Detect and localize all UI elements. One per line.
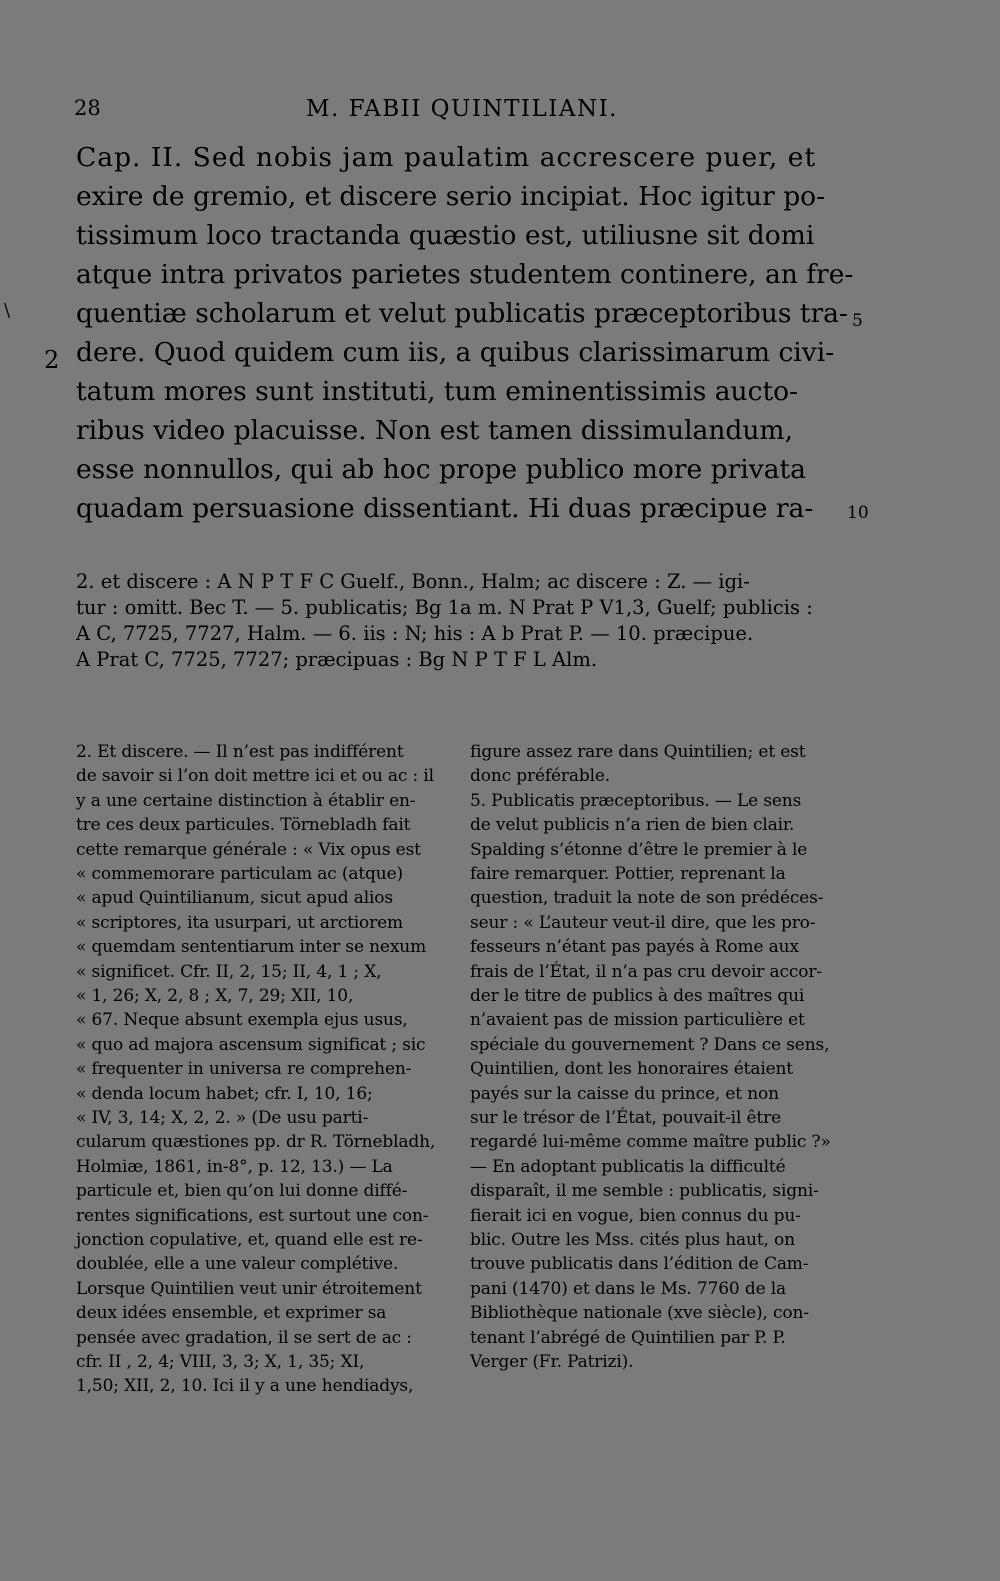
note-line: particule et, bien qu’on lui donne diffé- bbox=[76, 1181, 408, 1202]
note-line: jonction copulative, et, quand elle est re- bbox=[76, 1230, 423, 1250]
note-line: Bibliothèque nationale (xve siècle), con- bbox=[470, 1303, 809, 1324]
text-line: dere. Quod quidem cum iis, a quibus clarissimarum civi- bbox=[76, 337, 835, 368]
note-line: « quo ad majora ascensum significat ; sic bbox=[76, 1034, 426, 1055]
text-line: esse nonnullos, qui ab hoc prope publico more privata bbox=[76, 454, 806, 485]
note-line: fierait ici en vogue, bien connus du pu- bbox=[470, 1205, 801, 1226]
text-line: tissimum loco tractanda quæstio est, utiliusne sit domi bbox=[76, 220, 815, 251]
running-title: M. FABII QUINTILIANI. bbox=[306, 96, 618, 122]
note-line: question, traduit la note de son prédéces- bbox=[470, 888, 824, 909]
note-line: pani (1470) et dans le Ms. 7760 de la bbox=[470, 1278, 787, 1299]
text-line: tatum mores sunt instituti, tum eminentissimis aucto- bbox=[76, 376, 798, 407]
note-line: tre ces deux particules. Törnebladh fait bbox=[76, 815, 411, 836]
note-line: fesseurs n’étant pas payés à Rome aux bbox=[470, 937, 799, 958]
paragraph-number: 2 bbox=[44, 346, 60, 374]
note-line: rentes significations, est surtout une con- bbox=[76, 1205, 429, 1226]
page-number: 28 bbox=[74, 96, 101, 120]
note-line: de velut publicis n’a rien de bien clair. bbox=[470, 815, 795, 836]
note-line: « 67. Neque absunt exempla ejus usus, bbox=[76, 1010, 408, 1031]
line-number-5: 5 bbox=[852, 311, 863, 331]
note-line: disparaît, il me semble : publicatis, signi- bbox=[470, 1181, 819, 1202]
note-line: « significet. Cfr. II, 2, 15; II, 4, 1 ; X, bbox=[76, 961, 382, 982]
note-line: Spalding s’étonne d’être le premier à le bbox=[470, 839, 808, 860]
note-line: trouve publicatis dans l’édition de Cam- bbox=[470, 1254, 809, 1275]
note-line: pensée avec gradation, il se sert de ac : bbox=[76, 1327, 412, 1348]
note-line: Lorsque Quintilien veut unir étroitement bbox=[76, 1278, 422, 1299]
margin-stray-mark: \ bbox=[4, 300, 11, 321]
note-line: frais de l’État, il n’a pas cru devoir accor- bbox=[470, 961, 822, 982]
note-line: « quemdam sententiarum inter se nexum bbox=[76, 937, 427, 958]
note-line: sur le trésor de l’État, pouvait-il être bbox=[470, 1108, 781, 1128]
note-line: cularum quæstiones pp. dr R. Törnebladh, bbox=[76, 1132, 436, 1153]
note-line: cette remarque générale : « Vix opus est bbox=[76, 839, 421, 860]
text-line: quadam persuasione dissentiant. Hi duas præcipue ra- bbox=[76, 493, 814, 524]
note-line: blic. Outre les Mss. cités plus haut, on bbox=[470, 1230, 795, 1250]
line-number-10: 10 bbox=[847, 503, 869, 523]
note-line: « scriptores, ita usurpari, ut arctiorem bbox=[76, 912, 404, 933]
note-line: deux idées ensemble, et exprimer sa bbox=[76, 1303, 387, 1324]
note-line: Verger (Fr. Patrizi). bbox=[470, 1352, 634, 1372]
page-header bbox=[74, 96, 850, 128]
note-line: n’avaient pas de mission particulière et bbox=[470, 1010, 805, 1031]
apparatus-line: A C, 7725, 7727, Halm. — 6. iis : N; his : A b Prat P. — 10. præcipue. bbox=[76, 622, 754, 645]
note-line: « 1, 26; X, 2, 8 ; X, 7, 29; XII, 10, bbox=[76, 986, 354, 1006]
text-line: ribus video placuisse. Non est tamen dissimulandum, bbox=[76, 415, 793, 446]
text-line: atque intra privatos parietes studentem continere, an fre- bbox=[76, 259, 854, 290]
note-line: cfr. II , 2, 4; VIII, 3, 3; X, 1, 35; XI, bbox=[76, 1352, 365, 1372]
apparatus-line: A Prat C, 7725, 7727; præcipuas : Bg N P T F L Alm. bbox=[76, 648, 598, 671]
note-line: Quintilien, dont les honoraires étaient bbox=[470, 1059, 793, 1080]
text-line: quentiæ scholarum et velut publicatis præceptoribus tra- bbox=[76, 298, 848, 329]
note-line: doublée, elle a une valeur complétive. bbox=[76, 1254, 399, 1275]
note-line: faire remarquer. Pottier, reprenant la bbox=[470, 864, 786, 884]
note-line: « apud Quintilianum, sicut apud alios bbox=[76, 888, 393, 909]
apparatus-line: 2. et discere : A N P T F C Guelf., Bonn., Halm; ac discere : Z. — igi- bbox=[76, 570, 750, 593]
note-line: donc préférable. bbox=[470, 766, 611, 787]
note-line: 1,50; XII, 2, 10. Ici il y a une hendiadys, bbox=[76, 1376, 414, 1397]
apparatus-line: tur : omitt. Bec T. — 5. publicatis; Bg 1a m. N Prat P V1,3, Guelf; publicis : bbox=[76, 596, 813, 619]
note-line: 2. Et discere. — Il n’est pas indifférent bbox=[76, 742, 404, 762]
note-line: « denda locum habet; cfr. I, 10, 16; bbox=[76, 1083, 373, 1104]
note-line: payés sur la caisse du prince, et non bbox=[470, 1083, 779, 1104]
text-line: Cap. II. Sed nobis jam paulatim accrescere puer, et bbox=[76, 142, 817, 173]
note-line: tenant l’abrégé de Quintilien par P. P. bbox=[470, 1327, 786, 1348]
note-line: spéciale du gouvernement ? Dans ce sens, bbox=[470, 1034, 830, 1055]
note-line: seur : « L’auteur veut-il dire, que les pro- bbox=[470, 912, 816, 933]
note-line: 5. Publicatis præceptoribus. — Le sens bbox=[470, 790, 802, 811]
note-line: — En adoptant publicatis la difficulté bbox=[470, 1156, 786, 1177]
note-line: regardé lui-même comme maître public ?» bbox=[470, 1132, 831, 1153]
note-line: der le titre de publics à des maîtres qui bbox=[470, 986, 805, 1006]
text-line: exire de gremio, et discere serio incipiat. Hoc igitur po- bbox=[76, 181, 826, 212]
note-line: figure assez rare dans Quintilien; et est bbox=[470, 742, 806, 762]
note-line: y a une certaine distinction à établir en- bbox=[76, 790, 416, 811]
note-line: de savoir si l’on doit mettre ici et ou ac : il bbox=[76, 766, 434, 787]
note-line: « IV, 3, 14; X, 2, 2. » (De usu parti- bbox=[76, 1108, 369, 1128]
note-line: « frequenter in universa re comprehen- bbox=[76, 1059, 412, 1080]
note-line: « commemorare particulam ac (atque) bbox=[76, 864, 403, 884]
note-line: Holmiæ, 1861, in-8°, p. 12, 13.) — La bbox=[76, 1156, 393, 1177]
